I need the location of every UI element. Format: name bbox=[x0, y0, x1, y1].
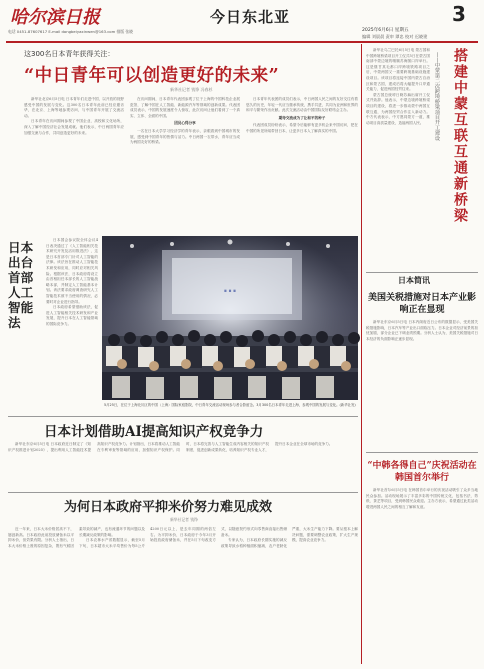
bottom-story-body: 近一年来，日本大米价格居高不下，屡创新高。日本政府此前投放储备米以平抑米价，但效果有限。分析人士指出，日本大米价格上涨的原因复杂，既有气候因素导致的减产，也有流通环节的问题以及长期减反政策的影响。 日本农林水产省数据显示，截至5月下旬，日本超市大米平均售价为每5公斤4200日元以上，是去年同期的两倍左右。为平抑米价，日本政府于今年3月开始投放政府储备米，并在5月下旬改变方式，以随意契约形式向零售商直接出售储备米。 专家认为，日本政府长期实施的减反政策导致水稻种植面积缩减，农户老龄化严重，大米生产能力下降。要从根本上解决问题，需要调整农业政策，扩大生产规模，提高农业竞争力。 bbox=[8, 527, 358, 548]
top-story-kicker: 这300名日本青年获得关注： bbox=[24, 50, 115, 58]
brief-section-title: 日本简讯 bbox=[398, 275, 430, 285]
mid-story-headline: 日本计划借助AI提高知识产权竞争力 bbox=[44, 424, 264, 440]
subhead-mid: 团员心得分享 bbox=[174, 121, 196, 126]
top-story-headline: “中日青年可以创造更好的未来” bbox=[24, 66, 280, 86]
vertical-subtitle-text: ——中蒙第二次跨境桥梁项目开工建设 bbox=[434, 52, 440, 141]
brief-rule-mid bbox=[366, 452, 478, 453]
left-story-headline-text: 日本出台首部人工智能法 bbox=[8, 240, 34, 330]
column-divider bbox=[361, 44, 362, 664]
right-column-body: 新华社乌兰巴托6月5日电 蒙古国和中国跨境桥梁项目开工仪式5日在蒙古国南部中蒙边境的嘎顺苏海图口岸举行。这是继甘其毛都口岸跨境铁路项目之后，中蒙两国又一重要跨境基础设施建设项目。该项目将连接中国内蒙古自治区和蒙古国，建成后将大幅提升口岸通关能力，促进两国经贸往来。 蒙古国总统呼日勒苏赫出席开工仪式并致辞。他表示，中蒙边境跨境桥梁项目的建设，将进一步推动蒙中两国互联互通，为两国经贸合作注入新动力。中方代表表示，中方愿同蒙方一道，推动项目高质量建设，造福两国人民。 bbox=[366, 48, 430, 125]
mid-story-rule bbox=[8, 416, 358, 417]
bottom-story-headline: 为何日本政府平抑米价努力难见成效 bbox=[64, 500, 273, 515]
svg-text:...: ... bbox=[223, 281, 237, 295]
svg-text:哈尔滨日报: 哈尔滨日报 bbox=[10, 7, 100, 28]
brief2-headline: “中韩各得自己”庆祝活动在韩国首尔举行 bbox=[367, 461, 477, 483]
top-story-byline: 新华社记者 钱铮 冯春杉 bbox=[170, 87, 213, 92]
left-story-headline bbox=[8, 240, 42, 330]
page-title: 今日东北亚 bbox=[209, 8, 290, 26]
editor-credits: 编辑 刘晨晨 责审 谭忠 校对 迟晓建 bbox=[362, 34, 428, 39]
main-photo bbox=[102, 236, 358, 400]
left-story-body: 日本国会参议院全体会议4日表决通过了《人工智能相关技术研究开发及活用推进法》，这是日本首部专门针对人工智能的法律。该法旨在推动人工智能技术研发和应用，同时应对相关风险。根据该法，日本政府将设立由首相担任本部长的人工智能战略本部，并制定人工智能基本计划。该法要求政府调查研究人工智能技术被不当使用的情况，必要时对企业进行指导。 日本政府希望借助该法，促进人工智能相关技术研发和产业发展，提升日本在人工智能领域的国际竞争力。 bbox=[46, 238, 98, 326]
page-number: 3 bbox=[452, 2, 466, 26]
logo-calligraphy-icon bbox=[8, 4, 100, 28]
bottom-story-rule bbox=[8, 492, 358, 493]
photo-caption: 5月25日，在位于上海北川区的中国（上海）国际家庭影院，中日青年交流活动现场参与者合影留念。3月300名日本青年走进上海，参观中国的发展与变化。(新华社发) bbox=[104, 403, 356, 407]
right-vertical-headline bbox=[450, 48, 476, 224]
subhead-right: 期待交流成为了让和平的种子 bbox=[278, 115, 326, 120]
top-story-body-mid: 在访问期间，日本青年代表团参观了位于上海的中国科技企业展览馆，了解中国在人工智能、新能源汽车等领域的创新成果。代表团成员表示，中国的发展速度令人惊叹，此次访问让他们看到了一个真实、立体、全面的中国。 团员心得分享 一名在日本大学学习经济学的青年表示，亲眼看到中国城市的发展，感受到中国青年的热情与活力。中日两国一衣带水，青年应当成为两国友好的桥梁。 bbox=[130, 97, 240, 145]
brief1-body: 新华社东京6月5日电 日本内阁府近日公布的数据显示，受美国关税措施影响，日本汽车等产业出口面临压力。日本企业对经济前景的担忧加剧，部分企业已下调业绩预期。分析人士认为，美国关税措施对日本经济的负面影响正逐步显现。 bbox=[366, 320, 478, 341]
brief2-body: 新华社首尔6月5日电 在韩国首尔举行的庆祝活动吸引了众多当地民众参加。活动现场展示了丰富多彩的中国传统文化，包括书法、剪纸、茶艺等项目，受到韩国民众欢迎。主办方表示，希望通过此类活动增进两国人民之间的相互了解和友谊。 bbox=[366, 488, 478, 509]
bottom-story-byline: 新华社记者 钱铮 bbox=[170, 517, 198, 522]
right-vertical-subtitle bbox=[434, 52, 448, 140]
issue-date: 2025年6月6日 星期五 bbox=[362, 28, 409, 33]
top-story-body-right: 日本青年代表团的成员们表示，中日两国人民之间的友好交往有着悠久的历史，年轻一代应当继承传统，携手共进，共同为亚洲和世界的和平与繁荣作出贡献。此次交流活动由中国国际友好联络会主办。 期待交流成为了让和平的种子 代表团成员纷纷表示，希望今后能够有更多机会来中国访问，把在中国的所见所闻带回日本，让更多日本人了解真实的中国。 bbox=[246, 97, 358, 133]
photo-group-youth-image bbox=[102, 236, 358, 400]
contact-line: 电话 0451-87607617 E-mail dongbeiyaxinwen@163.com 排版 张晓 bbox=[8, 29, 133, 34]
brief1-headline: 美国关税措施对日本产业影响正在显现 bbox=[367, 293, 476, 315]
newspaper-logo bbox=[8, 4, 100, 28]
masthead-rule bbox=[6, 41, 478, 43]
brief-rule-top bbox=[366, 272, 478, 273]
vertical-title-text: 搭建中蒙互联互通新桥梁 bbox=[452, 48, 468, 224]
top-story-body-left: 新华社北京6月5日电 日本青年们走进中国，以开放的视野感受中国的发展与变化。这300名日本青年此前已经应邀访华，在北京、上海等地参观访问，与中国青年开展了交流活动。 日本青年在访问期间参观了中国企业、高校和文化场所，深入了解中国经济社会发展成就。他们表示，中日两国青年应加强交流与合作，共同创造更好的未来。 bbox=[24, 97, 124, 135]
mid-story-body: 新华社东京6月5日电 日本政府近日制定了《知识产权推进计划2025》，提出利用人工智能技术提高知识产权竞争力。计划指出，日本将推动人工智能在专利审查等领域的应用，加强知识产权保护。同时，日本将完善与人工智能生成内容相关的知识产权制度，促进创新成果转化，培养知识产权专业人才，提升日本企业在全球市场的竞争力。 bbox=[8, 442, 333, 452]
